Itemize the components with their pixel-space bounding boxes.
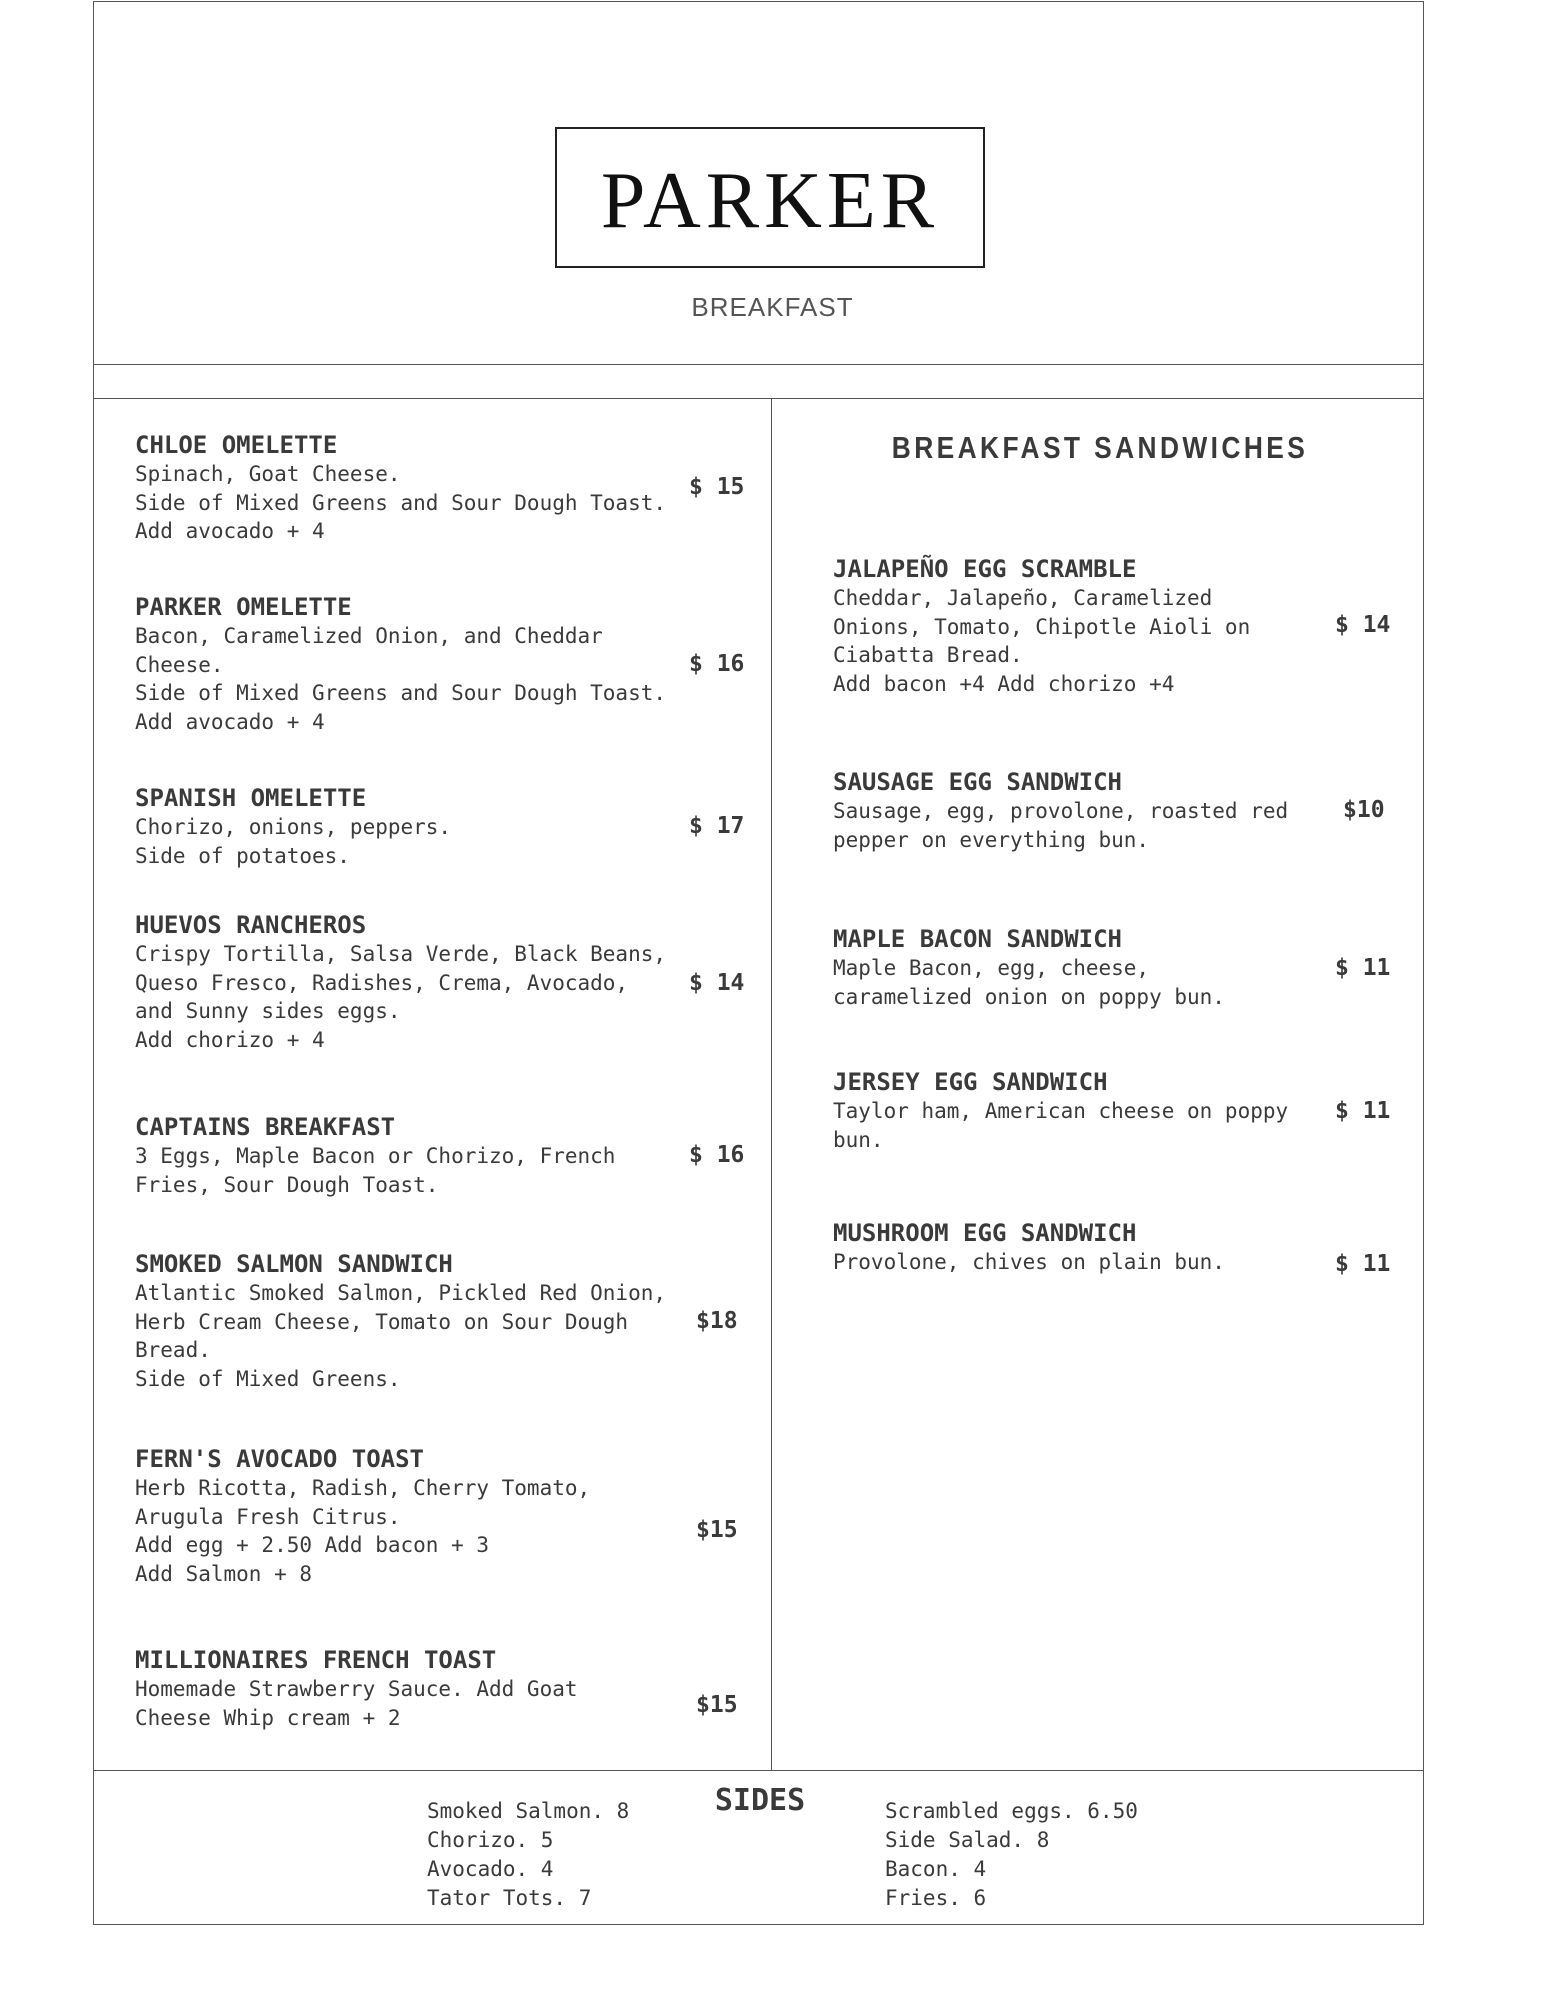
logo-text: PARKER	[600, 156, 940, 245]
menu-item	[833, 924, 1225, 1011]
side-item: Smoked Salmon. 8	[427, 1799, 630, 1823]
item-name: SAUSAGE EGG SANDWICH	[833, 768, 1122, 796]
item-price: $ 14	[689, 970, 745, 996]
item-name: CAPTAINS BREAKFAST	[135, 1113, 396, 1141]
menu-item	[135, 592, 666, 736]
menu-item	[135, 1444, 590, 1588]
item-price: $ 15	[689, 474, 745, 500]
item-description: Maple Bacon, egg, cheese, caramelized onion on poppy bun.	[833, 956, 1225, 1009]
item-description: Atlantic Smoked Salmon, Pickled Red Onion, Herb Cream Cheese, Tomato on Sour Dough Bread. Side of Mixed Greens.	[135, 1281, 667, 1391]
menu-item	[135, 910, 666, 1054]
item-description: Chorizo, onions, peppers. Side of potatoes.	[135, 815, 452, 868]
item-price: $ 14	[1335, 612, 1391, 638]
item-price: $ 17	[689, 813, 745, 839]
item-name: MILLIONAIRES FRENCH TOAST	[135, 1646, 497, 1674]
menu-item	[833, 767, 1288, 854]
side-item: Chorizo. 5	[427, 1828, 554, 1852]
side-item: Side Salad. 8	[885, 1828, 1050, 1852]
item-name: SMOKED SALMON SANDWICH	[135, 1250, 453, 1278]
item-price: $15	[696, 1517, 738, 1543]
item-description: Spinach, Goat Cheese. Side of Mixed Greens and Sour Dough Toast. Add avocado + 4	[135, 462, 667, 544]
item-description: Herb Ricotta, Radish, Cherry Tomato, Arugula Fresh Citrus. Add egg + 2.50 Add bacon + 3 Add Salmon + 8	[135, 1476, 591, 1586]
menu-subtitle: BREAKFAST	[691, 292, 854, 322]
item-name: PARKER OMELETTE	[135, 593, 352, 621]
sides-title: SIDES	[714, 1783, 806, 1818]
column-divider	[771, 398, 772, 1770]
item-name: FERN'S AVOCADO TOAST	[135, 1445, 424, 1473]
sides-list-right	[885, 1797, 1138, 1913]
item-price: $ 16	[689, 1142, 745, 1168]
logo	[555, 127, 985, 268]
item-name: HUEVOS RANCHEROS	[135, 911, 367, 939]
item-name: MUSHROOM EGG SANDWICH	[833, 1219, 1137, 1247]
item-description: Taylor ham, American cheese on poppy bun.	[833, 1099, 1289, 1152]
menu-item	[135, 1112, 615, 1199]
item-price: $ 11	[1335, 1251, 1391, 1277]
item-description: Bacon, Caramelized Onion, and Cheddar Cheese. Side of Mixed Greens and Sour Dough Toast. Add avocado + 4	[135, 624, 667, 734]
menu-item	[135, 783, 451, 870]
item-description: Sausage, egg, provolone, roasted red pepper on everything bun.	[833, 799, 1289, 852]
item-price: $18	[696, 1308, 738, 1334]
side-item: Bacon. 4	[885, 1857, 987, 1881]
item-price: $ 11	[1335, 1098, 1391, 1124]
menu-item	[833, 1218, 1225, 1277]
item-name: JALAPEÑO EGG SCRAMBLE	[833, 555, 1137, 583]
menu-item	[833, 554, 1250, 698]
side-item: Scrambled eggs. 6.50	[885, 1799, 1138, 1823]
menu-item	[135, 430, 666, 546]
item-name: MAPLE BACON SANDWICH	[833, 925, 1122, 953]
header-divider-top	[93, 364, 1424, 365]
item-price: $ 16	[689, 651, 745, 677]
item-description: Crispy Tortilla, Salsa Verde, Black Beans, Queso Fresco, Radishes, Crema, Avocado, and Sunny sides eggs. Add chorizo + 4	[135, 942, 667, 1052]
side-item: Tator Tots. 7	[427, 1886, 592, 1910]
header-divider-bottom	[93, 398, 1424, 399]
item-description: Cheddar, Jalapeño, Caramelized Onions, Tomato, Chipotle Aioli on Ciabatta Bread. Add bacon +4 Add chorizo +4	[833, 586, 1251, 696]
item-price: $ 11	[1335, 955, 1391, 981]
item-price: $10	[1343, 797, 1385, 823]
side-item: Avocado. 4	[427, 1857, 554, 1881]
item-name: CHLOE OMELETTE	[135, 431, 338, 459]
item-name: SPANISH OMELETTE	[135, 784, 367, 812]
item-name: JERSEY EGG SANDWICH	[833, 1068, 1108, 1096]
side-item: Fries. 6	[885, 1886, 987, 1910]
menu-item	[135, 1249, 666, 1393]
item-description: Homemade Strawberry Sauce. Add Goat Cheese Whip cream + 2	[135, 1677, 578, 1730]
menu-item	[833, 1067, 1288, 1154]
sides-list-left	[427, 1797, 629, 1913]
section-title: BREAKFAST SANDWICHES	[891, 430, 1309, 465]
item-description: Provolone, chives on plain bun.	[833, 1250, 1225, 1274]
item-price: $15	[696, 1692, 738, 1718]
sides-divider	[93, 1770, 1424, 1771]
item-description: 3 Eggs, Maple Bacon or Chorizo, French Fries, Sour Dough Toast.	[135, 1144, 616, 1197]
menu-item	[135, 1645, 578, 1732]
